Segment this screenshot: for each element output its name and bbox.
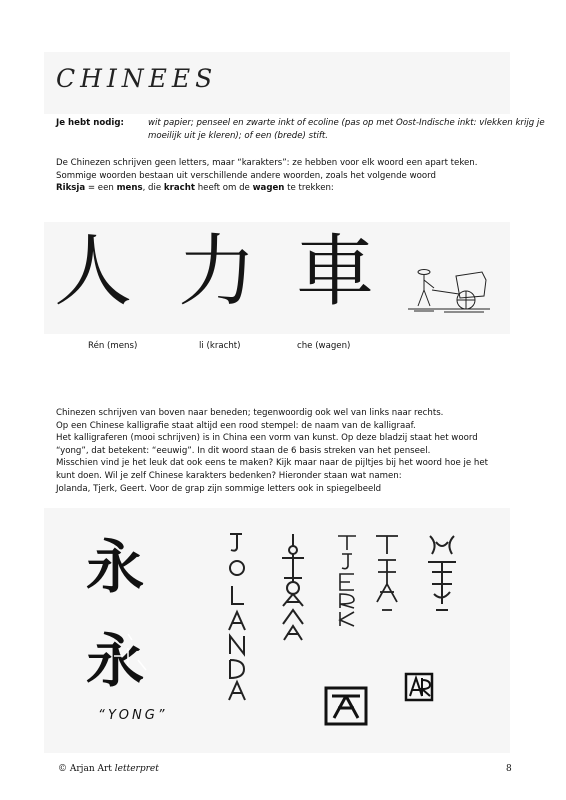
character-che: 車	[296, 227, 375, 317]
seal-stamp-a	[324, 686, 368, 726]
yong-character-top: 永	[86, 533, 145, 601]
para2-line-7: Jolanda, Tjerk, Geert. Voor de grap zijn sommige letters ook in spiegelbeeld	[56, 483, 382, 494]
calligraphy-paragraph	[56, 407, 516, 495]
para2-line-5: Misschien vind je het leuk dat ook eens te maken? Kijk maar naar de pijltjes bij het woord hoe je het	[56, 458, 488, 469]
rickshaw-illustration	[404, 266, 494, 316]
needs-text: wit papier; penseel en zwarte inkt of ecoline (pas op met Oost-Indische inkt: vlekken krijg je moeilijk uit je kleren); of een (brede) stift.	[148, 118, 545, 141]
tjerk-name-calligraphy	[334, 532, 360, 628]
geert-symbol-calligraphy	[424, 532, 460, 614]
brand-name: letterpret	[114, 764, 159, 774]
para2-line-4: “yong”, dat betekent: “eeuwig”. In dit woord staan de 6 basis streken van het penseel.	[56, 445, 431, 456]
jolanda-name-calligraphy	[222, 530, 252, 702]
stroke-arrows-icon	[94, 626, 164, 696]
yong-character-bottom: 永	[86, 627, 145, 695]
para2-line-1: Chinezen schrijven van boven naar beneden; tegenwoordig ook wel van links naar rechts.	[56, 408, 444, 418]
needs-label: Je hebt nodig:	[56, 118, 124, 128]
page-title: CHINEES	[56, 64, 218, 93]
character-ren: 人	[54, 227, 133, 317]
page-number: 8	[506, 764, 512, 774]
seal-stamp-b	[404, 672, 434, 702]
yong-caption: “YONG”	[98, 708, 168, 723]
para2-line-2: Op een Chinese kalligrafie staat altijd een rood stempel: de naam van de kalligraaf.	[56, 420, 416, 431]
footer-copyright	[58, 764, 159, 774]
character-li: 力	[178, 227, 257, 317]
copyright-text: © Arjan Art	[58, 764, 115, 774]
para2-line-3: Het kalligraferen (mooi schrijven) is in China een vorm van kunst. Op deze bladzij staat het woord	[56, 433, 478, 444]
para2-line-6: kunt doen. Wil je zelf Chinese karakters bedenken? Hieronder staan wat namen:	[56, 470, 402, 481]
caption-ren: Rén (mens)	[88, 341, 138, 351]
intro-line-1: De Chinezen schrijven geen letters, maar “karakters”: ze hebben voor elk woord een apart teken.	[56, 158, 478, 168]
caption-li: li (kracht)	[199, 341, 241, 351]
intro-line-3	[56, 182, 516, 195]
intro-paragraph	[56, 157, 516, 195]
riksja-word: Riksja	[56, 183, 86, 194]
caption-che: che (wagen)	[297, 341, 351, 351]
kracht-word: kracht	[163, 183, 195, 194]
jolanda-symbol-calligraphy	[278, 532, 308, 642]
mens-word: mens	[116, 183, 143, 194]
wagen-word: wagen	[252, 183, 285, 194]
intro-eq: = een	[85, 183, 117, 194]
tjerk-symbol-calligraphy	[372, 532, 402, 614]
intro-mid2: heeft om de	[195, 183, 253, 194]
intro-end: te trekken:	[284, 183, 334, 194]
intro-line-2: Sommige woorden bestaan uit verschillende andere woorden, zoals het volgende woord	[56, 170, 436, 181]
intro-mid: , die	[142, 183, 164, 194]
